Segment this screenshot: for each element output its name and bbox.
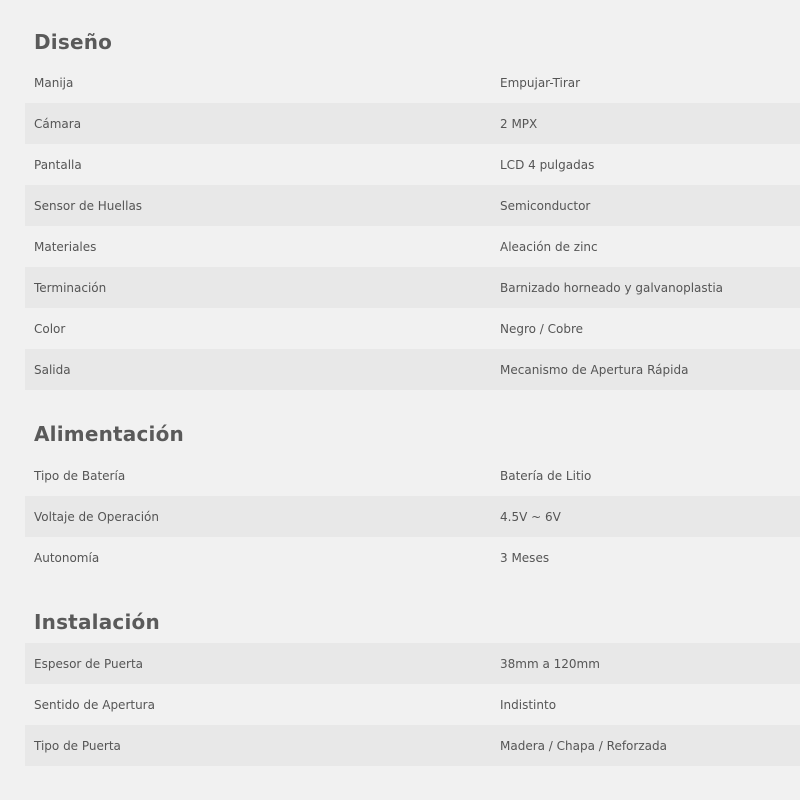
spec-row-espesor-puerta	[25, 643, 800, 684]
spec-value: 3 Meses	[500, 550, 550, 565]
spec-row-salida	[25, 349, 800, 390]
spec-sheet	[25, 20, 800, 766]
spec-row-sentido-apertura	[25, 684, 800, 725]
spec-label: Tipo de Puerta	[34, 738, 121, 753]
spec-row-manija	[25, 62, 800, 103]
spec-label: Autonomía	[34, 550, 100, 565]
section-instalacion	[25, 600, 800, 766]
spec-value: Batería de Litio	[500, 468, 592, 483]
spec-label: Pantalla	[34, 157, 82, 172]
section-spacer	[25, 390, 800, 412]
section-title: Instalación	[34, 609, 160, 634]
spec-value: LCD 4 pulgadas	[500, 157, 595, 172]
spec-value: Semiconductor	[500, 198, 591, 213]
spec-row-pantalla	[25, 144, 800, 185]
section-diseno	[25, 20, 800, 390]
spec-row-sensor-huellas	[25, 185, 800, 226]
spec-row-autonomia	[25, 537, 800, 578]
spec-label: Sentido de Apertura	[34, 697, 155, 712]
spec-value: Empujar-Tirar	[500, 75, 581, 90]
spec-row-voltaje-operacion	[25, 496, 800, 537]
spec-value: 38mm a 120mm	[500, 656, 600, 671]
spec-label: Terminación	[34, 280, 107, 295]
spec-value: Indistinto	[500, 697, 557, 712]
spec-label: Materiales	[34, 239, 97, 254]
spec-value: Mecanismo de Apertura Rápida	[500, 362, 689, 377]
spec-label: Sensor de Huellas	[34, 198, 143, 213]
spec-value: Madera / Chapa / Reforzada	[500, 738, 667, 753]
spec-label: Color	[34, 321, 66, 336]
spec-label: Cámara	[34, 116, 82, 131]
spec-label: Voltaje de Operación	[34, 509, 159, 524]
spec-value: Negro / Cobre	[500, 321, 584, 336]
section-alimentacion	[25, 412, 800, 578]
spec-value: 2 MPX	[500, 116, 538, 131]
spec-row-terminacion	[25, 267, 800, 308]
spec-row-materiales	[25, 226, 800, 267]
spec-label: Manija	[34, 75, 74, 90]
spec-value: Aleación de zinc	[500, 239, 598, 254]
spec-row-tipo-bateria	[25, 455, 800, 496]
section-spacer	[25, 578, 800, 600]
spec-row-camara	[25, 103, 800, 144]
spec-row-color	[25, 308, 800, 349]
spec-row-tipo-puerta	[25, 725, 800, 766]
section-title: Alimentación	[34, 421, 184, 446]
spec-value: Barnizado horneado y galvanoplastia	[500, 280, 724, 295]
spec-label: Espesor de Puerta	[34, 656, 143, 671]
spec-label: Tipo de Batería	[34, 468, 126, 483]
spec-value: 4.5V ~ 6V	[500, 509, 561, 524]
spec-label: Salida	[34, 362, 71, 377]
section-title: Diseño	[34, 30, 113, 54]
